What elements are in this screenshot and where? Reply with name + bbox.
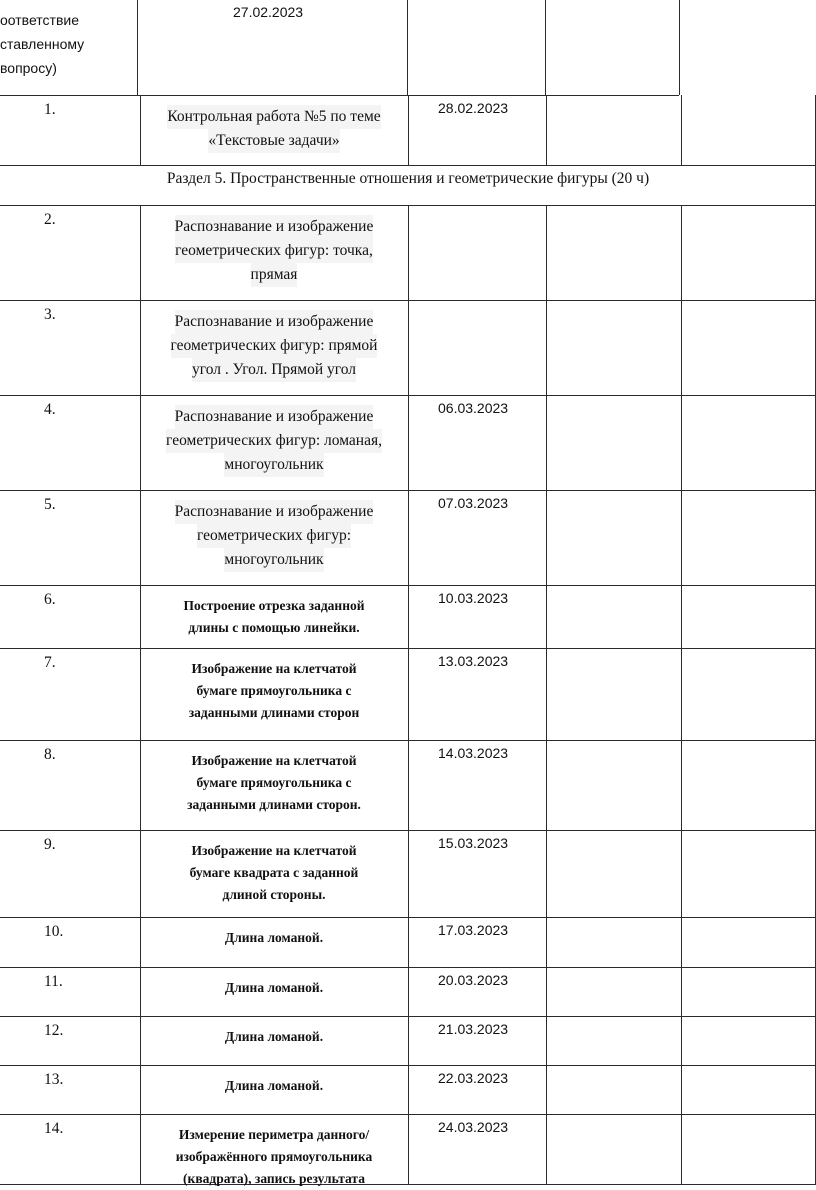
row-date: 13.03.2023 <box>438 653 509 669</box>
row-topic <box>140 1026 408 1048</box>
row-date: 17.03.2023 <box>438 922 509 938</box>
topic-line: многоугольник <box>224 548 323 572</box>
row-number: 5. <box>44 496 56 513</box>
row-date: 28.02.2023 <box>438 100 509 116</box>
row-topic <box>140 1124 408 1190</box>
topic-line: геометрических фигур: точка, <box>175 239 373 263</box>
table-rule <box>679 0 680 95</box>
row-number: 13. <box>44 1071 64 1088</box>
topic-line: «Текстовые задачи» <box>208 129 339 153</box>
row-date: 15.03.2023 <box>438 835 509 851</box>
table-rule <box>546 95 547 165</box>
topic-line: Изображение на клетчатой <box>191 843 357 858</box>
topic-line: Распознавание и изображение <box>175 215 374 239</box>
header-line: оответствие <box>0 12 79 28</box>
row-date: 21.03.2023 <box>438 1021 509 1037</box>
topic-line: заданными длинами сторон. <box>187 797 361 812</box>
topic-line: прямая <box>251 263 298 287</box>
row-date: 07.03.2023 <box>438 495 509 511</box>
row-number: 12. <box>44 1022 64 1039</box>
row-date: 24.03.2023 <box>438 1119 509 1135</box>
row-topic <box>140 840 408 906</box>
topic-line: (квадрата), запись результата <box>183 1171 365 1186</box>
row-topic <box>140 105 408 153</box>
topic-line: Изображение на клетчатой <box>191 661 357 676</box>
topic-line: длиной стороны. <box>222 887 326 902</box>
row-topic <box>140 595 408 639</box>
row-number: 11. <box>44 973 63 990</box>
row-number: 9. <box>44 836 56 853</box>
row-number: 4. <box>44 401 56 418</box>
topic-line: Изображение на клетчатой <box>191 753 357 768</box>
row-number: 2. <box>44 211 56 228</box>
topic-line: геометрических фигур: прямой <box>171 334 378 358</box>
row-date: 22.03.2023 <box>438 1070 509 1086</box>
row-date: 10.03.2023 <box>438 590 509 606</box>
row-date: 06.03.2023 <box>438 400 509 416</box>
table-rule <box>0 95 679 96</box>
header-date: 27.02.2023 <box>233 4 304 20</box>
table-rule <box>408 205 409 1184</box>
topic-line: геометрических фигур: <box>197 524 351 548</box>
topic-line: Распознавание и изображение <box>175 500 374 524</box>
topic-line: Построение отрезка заданной <box>183 598 365 613</box>
row-topic <box>140 500 408 572</box>
table-rule <box>681 205 682 1184</box>
topic-line: Контрольная работа №5 по теме <box>167 105 380 129</box>
row-number: 1. <box>44 101 56 118</box>
topic-line: Длина ломаной. <box>224 930 324 945</box>
header-line: ставленному <box>0 36 85 52</box>
topic-line: бумаге прямоугольника с <box>196 775 352 790</box>
row-date: 20.03.2023 <box>438 972 509 988</box>
topic-line: Длина ломаной. <box>224 980 324 995</box>
table-rule <box>546 205 547 1184</box>
topic-line: длины с помощью линейки. <box>188 620 360 635</box>
topic-line: Длина ломаной. <box>224 1078 324 1093</box>
row-topic <box>140 405 408 477</box>
row-topic <box>140 215 408 287</box>
row-topic <box>140 977 408 999</box>
table-rule <box>0 165 816 166</box>
row-number: 7. <box>44 654 56 671</box>
row-number: 6. <box>44 591 56 608</box>
row-topic <box>140 750 408 816</box>
table-rule <box>137 0 138 95</box>
row-number: 10. <box>44 923 64 940</box>
row-number: 3. <box>44 306 56 323</box>
header-line: вопросу) <box>0 60 57 76</box>
header-cell-text <box>0 8 84 80</box>
topic-line: Измерение периметра данного/ <box>178 1127 370 1142</box>
topic-line: изображённого прямоугольника <box>175 1149 373 1164</box>
row-date: 14.03.2023 <box>438 745 509 761</box>
table-rule <box>545 0 546 95</box>
topic-line: многоугольник <box>224 453 323 477</box>
topic-line: Распознавание и изображение <box>175 405 374 429</box>
topic-line: Распознавание и изображение <box>175 310 374 334</box>
topic-line: геометрических фигур: ломаная, <box>166 429 382 453</box>
topic-line: бумаге квадрата с заданной <box>189 865 359 880</box>
row-number: 14. <box>44 1120 64 1137</box>
section-title: Раздел 5. Пространственные отношения и геометрические фигуры (20 ч) <box>166 170 650 187</box>
table-rule <box>681 95 682 165</box>
table-rule <box>0 1184 816 1185</box>
row-topic <box>140 310 408 382</box>
row-topic <box>140 927 408 949</box>
row-topic <box>140 658 408 724</box>
row-topic <box>140 1075 408 1097</box>
row-number: 8. <box>44 746 56 763</box>
topic-line: бумаге прямоугольника с <box>196 683 352 698</box>
table-rule <box>408 95 409 165</box>
table-rule <box>407 0 408 95</box>
topic-line: заданными длинами сторон <box>188 705 360 720</box>
topic-line: Длина ломаной. <box>224 1029 324 1044</box>
topic-line: угол . Угол. Прямой угол <box>192 358 356 382</box>
